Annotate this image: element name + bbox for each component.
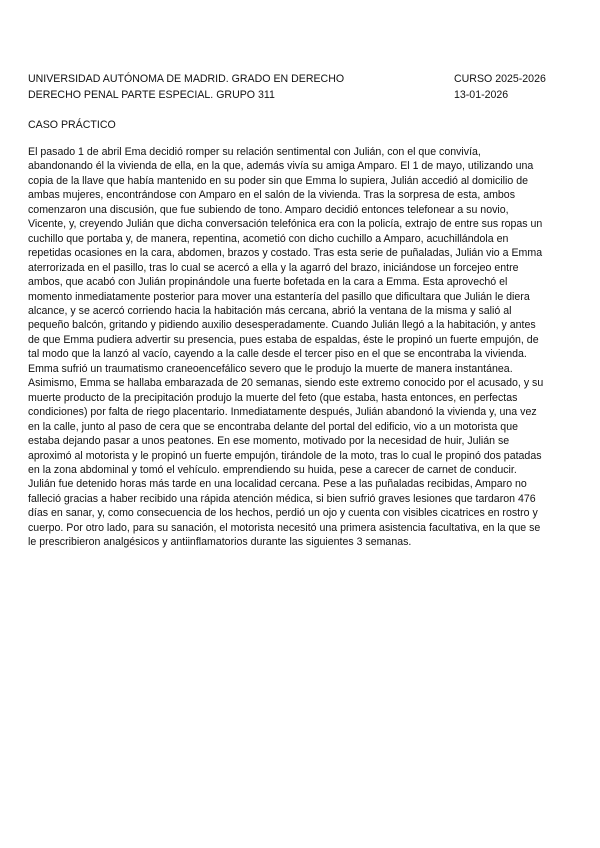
body-line: momento inmediatamente posterior para mover una estantería del pasillo que dificultara que Julián le diera (28, 290, 530, 303)
body-line: Asimismo, Emma se hallaba embarazada de 20 semanas, siendo este extremo conocido por el acusado, y su (28, 377, 544, 390)
body-line: aproximó al motorista y le propinó un fuerte empujón, tirándole de la moto, tras lo cual le propinó dos patadas (28, 449, 542, 462)
case-body-paragraph (28, 145, 576, 550)
body-line: Emma sufrió un traumatismo craneoencefálico severo que le produjo la muerte de manera instantánea. (28, 362, 513, 375)
body-line: estaba dejando pasar a unos peatones. En ese momento, motivado por la necesidad de huir, Julián se (28, 435, 510, 448)
body-line: condiciones) por falta de riego placentario. Inmediatamente después, Julián abandonó la vivienda y, una vez (28, 406, 537, 419)
body-line: abandonando él la vivienda de ella, en la que, además vivía su amiga Amparo. El 1 de mayo, utilizando una (28, 160, 534, 173)
body-line: tal modo que la lanzó al vacío, cayendo a la calle desde el tercer piso en el que se encontraba la vivienda. (28, 348, 527, 361)
university-line: UNIVERSIDAD AUTÓNOMA DE MADRID. GRADO EN DERECHO (28, 73, 345, 85)
body-line: en la calle, junto al paso de cera que se encontraba delante del portal del edificio, vio a un motorista que (28, 420, 518, 433)
body-line: ambas mujeres, encontrándose con Amparo en el salón de la vivienda. Tras la sorpresa de esta, ambos (28, 189, 515, 202)
body-line: comenzaron una discusión, que fue subiendo de tono. Amparo decidió entonces telefonear a su novio, (28, 203, 509, 216)
body-line: le prescribieron analgésicos y antiinflamatorios durante las siguientes 3 semanas. (28, 536, 412, 549)
course-year: CURSO 2025-2026 (454, 73, 546, 85)
body-line: Julián fue detenido horas más tarde en una localidad cercana. Pese a las puñaladas recibidas, Amparo no (28, 478, 527, 491)
body-line: muerte producto de la precipitación produjo la muerte del feto (que estaba, hasta entonces, en perfectas (28, 391, 518, 404)
body-line: repetidas ocasiones en la cara, abdomen, brazos y costado. Tras esta serie de puñaladas, Julián vio a Emma (28, 247, 543, 260)
body-line: de que Emma pudiera advertir su presencia, pues estaba de espaldas, éste le propinó un fuerte empujón, de (28, 333, 539, 346)
body-line: cuchillo que portaba y, de manera, repentina, acometió con dicho cuchillo a Amparo, acuchillándola en (28, 232, 509, 245)
body-line: alcance, y se acercó corriendo hacia la habitación más cercana, abrió la ventana de la misma y salió al (28, 304, 512, 317)
case-title: CASO PRÁCTICO (28, 119, 116, 131)
body-line: copia de la llave que había mantenido en su poder sin que Emma lo supiera, Julián accedió al domicilio de (28, 174, 528, 187)
body-line: cuerpo. Por otro lado, para su sanación, el motorista necesitó una primera asistencia facultativa, en la que se (28, 521, 541, 534)
exam-date: 13-01-2026 (454, 89, 509, 101)
body-line: pequeño balcón, gritando y pidiendo auxilio desesperadamente. Cuando Julián llegó a la habitación, y antes (28, 319, 536, 332)
body-line: El pasado 1 de abril Ema decidió romper su relación sentimental con Julián, con el que convivía, (28, 146, 481, 158)
body-line: falleció gracias a haber recibido una rápida atención médica, si bien sufrió graves lesiones que tardaron 476 (28, 492, 536, 505)
body-line: Vicente, y, creyendo Julián que dicha conversación telefónica era con la policía, extrajo de entre sus ropas un (28, 218, 543, 231)
body-line: aterrorizada en el pasillo, tras lo cual se acercó a ella y la agarró del brazo, iniciándose un forcejeo entre (28, 261, 519, 274)
body-line: días en sanar, y, como consecuencia de los hechos, perdió un ojo y cuenta con visibles cicatrices en rostro y (28, 507, 538, 520)
body-line: en la zona abdominal y tomó el vehículo. emprendiendo su huida, pese a carecer de carnet de conducir. (28, 463, 517, 476)
body-line: ambos, que acabó con Julián propinándole una fuerte bofetada en la cara a Emma. Esta aprovechó el (28, 276, 508, 289)
subject-line: DERECHO PENAL PARTE ESPECIAL. GRUPO 311 (28, 89, 275, 101)
